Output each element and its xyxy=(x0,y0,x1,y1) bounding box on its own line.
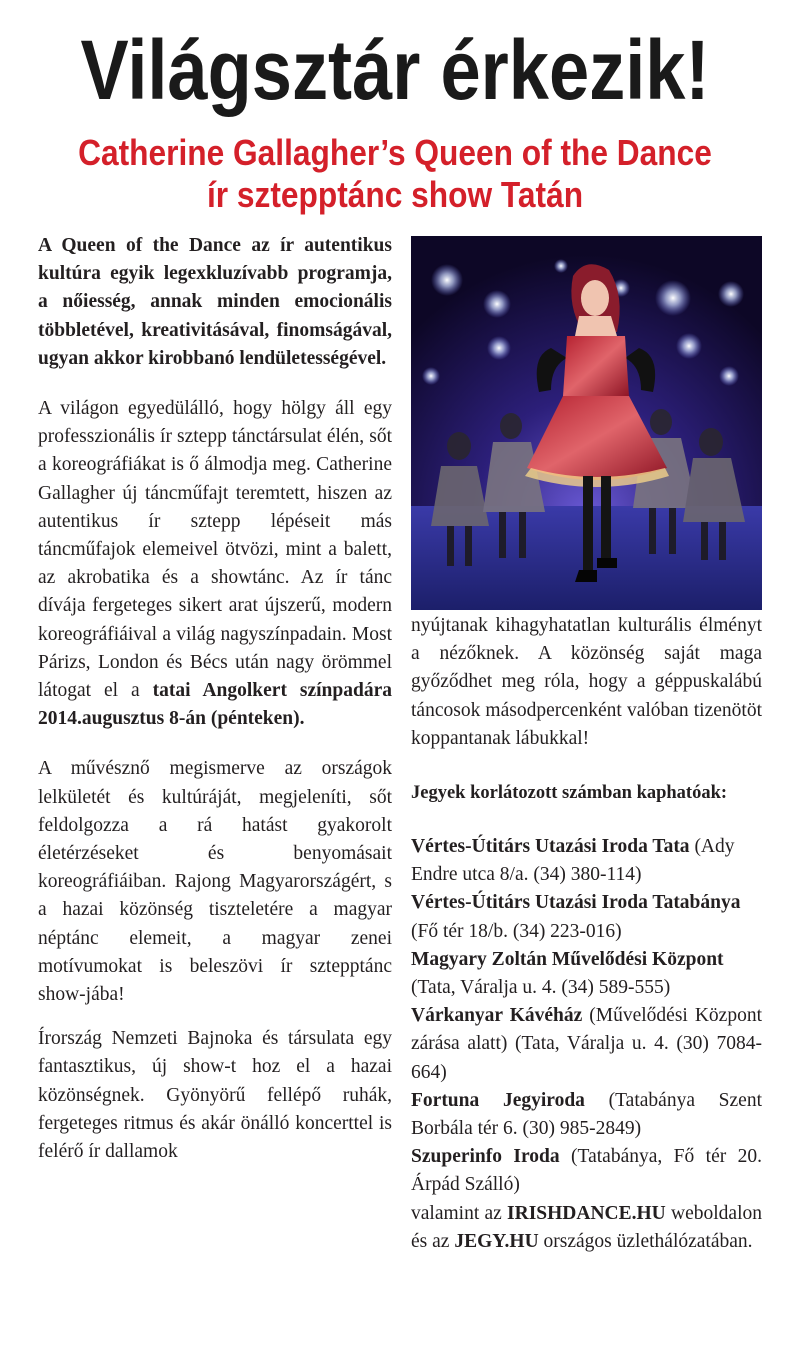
site-irishdance: IRISHDANCE.HU xyxy=(507,1202,666,1224)
venue-details: (Művelődési Központ zárása alatt) (Tata, Váralja u. 4. (30) 7084-664) xyxy=(411,1005,762,1083)
paragraph-show-continued: nyújtanak kihagyhatatlan kulturális élményt a nézőknek. A közönség saját maga győződhet meg róla, hogy a géppuskalábú táncosok másodpercenként valóban tizenötöt koppantanak lábukkal! xyxy=(411,615,762,749)
venue-name: Vértes-Útitárs Utazási Iroda Tatabánya xyxy=(411,892,741,914)
dance-photo xyxy=(411,236,762,610)
venue-item xyxy=(411,1087,762,1143)
paragraph-gallagher xyxy=(38,395,392,733)
venue-details: (Tatabánya, Fő tér 20. Árpád Szálló) xyxy=(411,1146,762,1196)
venue-item xyxy=(411,889,762,945)
site-jegy: JEGY.HU xyxy=(454,1230,539,1252)
paragraph-gallagher-text: A világon egyedülálló, hogy hölgy áll egy professzionális ír sztepp tánctársulat élén, sőt a koreográfiákat is ő álmodja meg. Catherine Gallagher új táncműfajt teremtett, hiszen az autentikus ír sztepp lépéseit más táncműfajok elemeivel ötvözi, mint a balett, az akrobatika és a showtánc. Az ír tánc dívája fergeteges sikert arat újszerű, modern koreográfiáival a világ nagyszínpadain. Most Párizs, London és Bécs után nagy örömmel látogat el a xyxy=(38,398,392,702)
event-date-venue: tatai Angolkert színpadára 2014.augusztus 8-án (pénteken). xyxy=(38,680,392,730)
venue-item xyxy=(411,1143,762,1199)
paragraph-show: Írország Nemzeti Bajnoka és társulata egy fantasztikus, új show-t hoz el a hazai közönségnek. Gyönyörű fellépő ruhák, fergeteges ritmus és akár önálló koncerttel is felérő ír dallamok xyxy=(38,1028,392,1163)
venue-name: Várkanyar Kávéház xyxy=(411,1005,583,1027)
online-middle: weboldalon és az xyxy=(411,1202,762,1252)
venue-name: Szuperinfo Iroda xyxy=(411,1146,560,1168)
subheadline-line-1: Catherine Gallagher’s Queen of the Dance xyxy=(78,132,712,173)
paragraph-hungary: A művésznő megismerve az országok lelkületét és kultúráját, megjeleníti, sőt feldolgozza a rá hatást gyakorolt életérzéseket és benyomásait koreográfiáiban. Rajong Magyarországért, s a hazai közönség tiszteletére a magyar néptánc elemeit, a magyar zenei motívumokat is beleszövi ír sztepptánc show-jába! xyxy=(38,758,392,1006)
venue-name: Vértes-Útitárs Utazási Iroda Tata xyxy=(411,836,690,858)
right-column xyxy=(411,612,762,1256)
venue-name: Magyary Zoltán Művelődési Központ xyxy=(411,948,724,970)
left-column xyxy=(38,232,392,1166)
venue-list xyxy=(411,833,762,1256)
venue-details: (Ady Endre utca 8/a. (34) 380-114) xyxy=(411,836,735,886)
venue-item xyxy=(411,946,762,1002)
venue-item xyxy=(411,833,762,889)
online-tickets xyxy=(411,1200,762,1256)
online-suffix: országos üzlethálózatában. xyxy=(538,1230,753,1252)
subheadline xyxy=(47,132,742,216)
headline: Világsztár érkezik! xyxy=(80,23,710,117)
venue-details: (Tata, Váralja u. 4. (34) 589-555) xyxy=(411,977,671,999)
online-prefix: valamint az xyxy=(411,1202,508,1224)
venue-details: (Tatabánya Szent Borbála tér 6. (30) 985-2849) xyxy=(411,1089,762,1140)
venue-name: Fortuna Jegyiroda xyxy=(411,1089,585,1111)
venue-details: (Fő tér 18/b. (34) 223-016) xyxy=(411,920,622,942)
subheadline-line-2: ír sztepptánc show Tatán xyxy=(206,174,584,215)
venue-item xyxy=(411,1002,762,1087)
lead-paragraph: A Queen of the Dance az ír autentikus kultúra egyik legexkluzívabb programja, a nőiesség, annak minden emocionális többletével, kreativitásával, finomságával, ugyan akkor kirobbanó lendületességével. xyxy=(38,235,392,369)
tickets-title: Jegyek korlátozott számban kaphatóak: xyxy=(411,783,728,804)
